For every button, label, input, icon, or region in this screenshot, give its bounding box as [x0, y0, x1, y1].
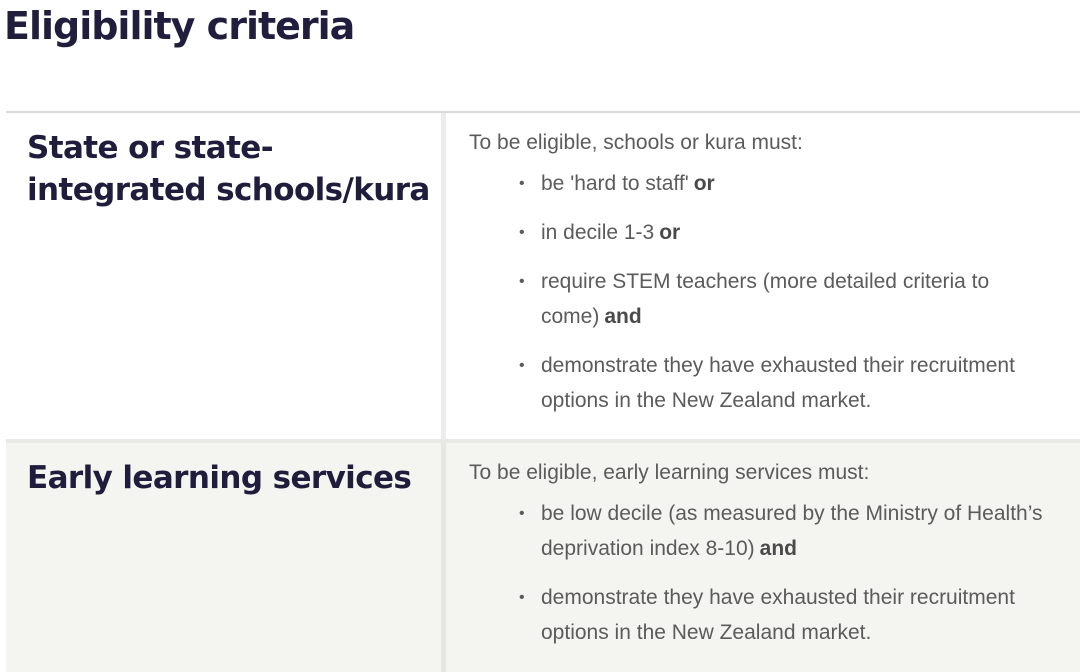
row-label-cell — [6, 113, 446, 439]
criterion-text: demonstrate they have exhausted their recruitment options in the New Zealand market. — [541, 354, 1015, 412]
list-item — [519, 580, 1061, 650]
list-item — [519, 348, 1061, 418]
criterion-text: demonstrate they have exhausted their recruitment options in the New Zealand market. — [541, 586, 1015, 644]
criteria-intro: To be eligible, schools or kura must: — [469, 131, 803, 154]
row-content-cell — [446, 113, 1080, 439]
row-content-cell — [446, 443, 1080, 672]
bullet-icon: • — [519, 224, 525, 241]
criterion-conjunction: or — [659, 221, 681, 244]
bullet-icon: • — [519, 273, 525, 290]
table-row — [6, 439, 1080, 672]
eligibility-table — [6, 111, 1080, 672]
list-item — [519, 215, 1061, 250]
row-label: State or state-integrated schools/kura — [27, 130, 430, 208]
bullet-icon: • — [519, 505, 525, 522]
row-label-cell — [6, 443, 446, 672]
bullet-icon: • — [519, 357, 525, 374]
criterion-text: be 'hard to staff' — [541, 172, 689, 195]
list-item — [519, 166, 1061, 201]
list-item — [519, 496, 1061, 566]
criteria-list — [469, 496, 1080, 650]
bullet-icon: • — [519, 175, 525, 192]
criterion-conjunction: or — [693, 172, 715, 195]
criterion-conjunction: and — [604, 305, 642, 328]
criterion-text: be low decile (as measured by the Ministry of Health’s deprivation index 8-10) — [541, 502, 1043, 560]
row-label: Early learning services — [27, 460, 412, 496]
table-row — [6, 113, 1080, 439]
criterion-text: in decile 1-3 — [541, 221, 655, 244]
bullet-icon: • — [519, 589, 525, 606]
criterion-conjunction: and — [759, 537, 797, 560]
criterion-text: require STEM teachers (more detailed criteria to come) — [541, 270, 990, 328]
criteria-intro: To be eligible, early learning services must: — [469, 461, 870, 484]
criteria-list — [469, 166, 1080, 418]
list-item — [519, 264, 1061, 334]
page-title: Eligibility criteria — [4, 4, 355, 48]
